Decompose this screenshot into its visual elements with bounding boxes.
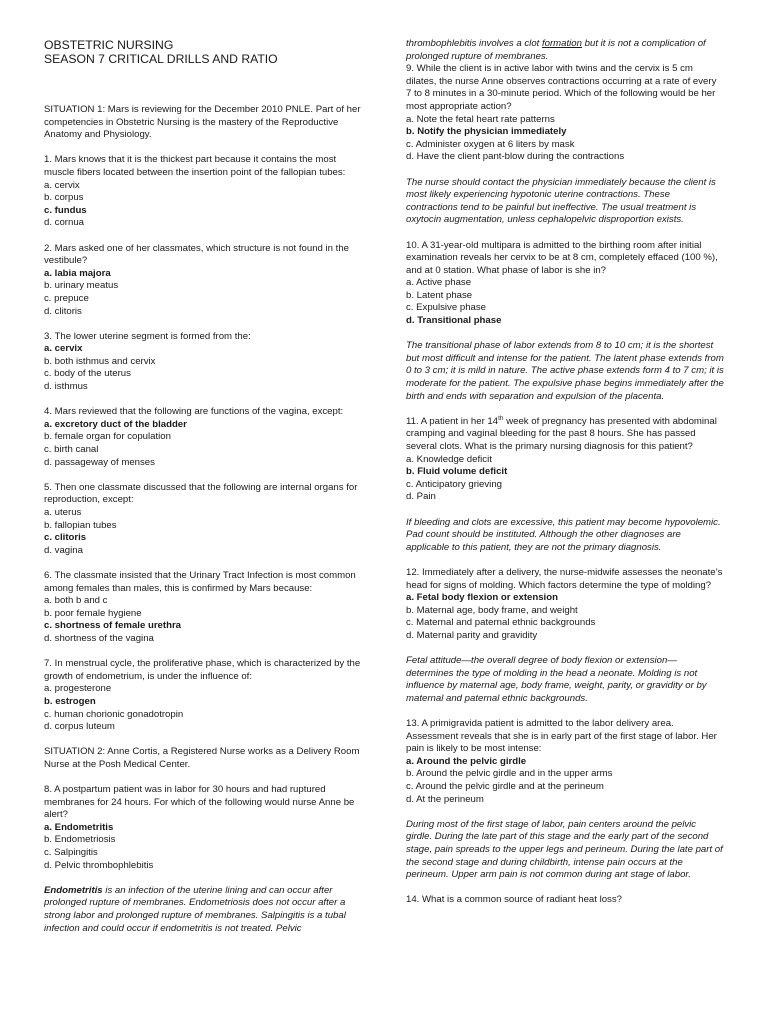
question-stem: 14. What is a common source of radiant heat loss?: [406, 894, 622, 906]
rationale-text: The transitional phase of labor extends from 8 to 10 cm; it is the shortest but most difficult and intense for the patient. The latent phase extends from 0 to 3 cm; it is mild in nature. The active phase extends form 4 to 7 cm; it is moderate for the patient. The expulsive phase begins immediately after the birth and ends with separation and expulsion of the placenta.: [406, 340, 724, 402]
question-stem: 7. In menstrual cycle, the proliferative phase, which is characterized by the growth of endometrium, is under the influence of:: [44, 658, 361, 682]
option-d: d. Maternal parity and gravidity: [406, 629, 538, 641]
question-stem: 3. The lower uterine segment is formed from the:: [44, 330, 251, 342]
option-d: d. vagina: [44, 544, 83, 556]
question-4: [44, 406, 362, 469]
option-b: b. corpus: [44, 192, 84, 204]
question-8: [44, 784, 362, 872]
document-title: [44, 38, 362, 66]
option-a: a. cervix: [44, 179, 80, 191]
option-c: c. prepuce: [44, 292, 89, 304]
option-b: b. Endometriosis: [44, 834, 116, 846]
option-c: c. Expulsive phase: [406, 302, 486, 314]
question-6: [44, 570, 362, 646]
option-c: c. Salpingitis: [44, 847, 98, 859]
option-d: d. passageway of menses: [44, 456, 155, 468]
question-1: [44, 154, 362, 230]
option-d: d. Have the client pant-blow during the contractions: [406, 151, 625, 163]
rationale-underlined-word: formation: [541, 38, 582, 49]
question-8-rationale: [44, 885, 362, 935]
question-stem: 10. A 31-year-old multipara is admitted to the birthing room after initial examination reveals her cervix to be at 8 cm, completely effaced (100 %), and at 0 station. What phase of labor is she in?: [406, 239, 718, 276]
question-12-rationale: [406, 655, 724, 705]
option-c: c. Around the pelvic girdle and at the perineum: [406, 781, 604, 793]
question-stem: 8. A postpartum patient was in labor for 30 hours and had ruptured membranes for 24 hours. For which of the following would nurse Anne be alert?: [44, 784, 355, 821]
question-9: [406, 63, 724, 164]
option-c-answer: c. shortness of female urethra: [44, 620, 182, 632]
rationale-cont-before: thrombophlebitis involves a clot: [406, 38, 542, 49]
situation-1: [44, 104, 362, 142]
option-b-answer: b. Fluid volume deficit: [406, 466, 508, 478]
rationale-cont-after: but it is not a complication of prolonged rupture of membranes.: [406, 38, 706, 62]
question-stem: 2. Mars asked one of her classmates, which structure is not found in the vestibule?: [44, 242, 350, 267]
rationale-text: Fetal attitude—the overall degree of body flexion or extension—determines the type of molding in the head a neonate. Molding is not influence by maternal age, body frame, weight, parity, or gravidity or by maternal and paternal ethnic backgrounds.: [406, 655, 707, 704]
option-b: b. Maternal age, body frame, and weight: [406, 604, 578, 616]
question-stem: 1. Mars knows that it is the thickest part because it contains the most muscle fibers located between the insertion point of the fallopian tubes:: [44, 154, 346, 178]
option-a-answer: a. excretory duct of the bladder: [44, 418, 187, 430]
option-c: c. Maternal and paternal ethnic backgrounds: [406, 617, 596, 629]
question-9-rationale: [406, 177, 724, 227]
question-stem: 4. Mars reviewed that the following are functions of the vagina, except:: [44, 406, 344, 418]
option-d: d. At the perineum: [406, 793, 484, 805]
question-3: [44, 331, 362, 394]
question-7: [44, 658, 362, 734]
question-stem: [406, 416, 724, 454]
option-a-answer: a. Around the pelvic girdle: [406, 755, 527, 767]
question-5: [44, 482, 362, 558]
question-13-rationale: [406, 819, 724, 882]
question-11: [406, 416, 724, 504]
rationale-text: is an infection of the uterine lining and can occur after prolonged rupture of membranes. Endometriosis does not occur after a strong labor and prolonged rupture of membranes. Salpingitis is a tubal infection and could occur if endometritis is not treated. Pelvic: [44, 884, 346, 934]
situation-2: [44, 746, 362, 771]
option-a: a. Knowledge deficit: [406, 453, 492, 465]
option-b-answer: b. estrogen: [44, 695, 96, 707]
option-c: c. Anticipatory grieving: [406, 478, 502, 490]
question-stem: 13. A primigravida patient is admitted to the labor delivery area. Assessment reveals that she is in early part of the first stage of labor. Her pain is likely to be most intense:: [406, 718, 717, 755]
option-d: d. cornua: [44, 217, 85, 229]
situation-1-text: SITUATION 1: Mars is reviewing for the December 2010 PNLE. Part of her competencies in Obstetric Nursing is the mastery of the Reproductive Anatomy and Physiology.: [44, 104, 361, 141]
option-a-answer: a. Endometritis: [44, 821, 114, 833]
rationale-term: Endometritis: [44, 884, 103, 896]
question-8-rationale-continued: [406, 38, 724, 63]
option-d: d. corpus luteum: [44, 721, 115, 733]
question-10: [406, 240, 724, 328]
option-c-answer: c. fundus: [44, 204, 87, 216]
rationale-text: The nurse should contact the physician immediately because the client is most likely experiencing hypotonic uterine contractions. These contractions tend to be painful but ineffective. The usual treatment is oxytocin augmentation, unless cephalopelvic disproportion exists.: [406, 176, 716, 226]
right-column: [406, 38, 724, 920]
left-column: [44, 38, 362, 948]
option-b: b. Latent phase: [406, 289, 473, 301]
question-10-rationale: [406, 340, 724, 403]
option-b: b. poor female hygiene: [44, 607, 142, 619]
option-c: c. body of the uterus: [44, 368, 131, 380]
option-d: d. shortness of the vagina: [44, 632, 154, 644]
situation-2-text: SITUATION 2: Anne Cortis, a Registered Nurse works as a Delivery Room Nurse at the Posh Medical Center.: [44, 746, 360, 770]
stem-part-2: week of pregnancy has presented with abdominal cramping and vaginal bleeding for the past 8 hours. She has passed several clots. What is the primary nursing diagnosis for this patient?: [406, 415, 717, 452]
option-a-answer: a. labia majora: [44, 267, 111, 279]
option-c: c. human chorionic gonadotropin: [44, 708, 184, 720]
question-stem: 6. The classmate insisted that the Urinary Tract Infection is most common among females than males, this is confirmed by Mars because:: [44, 569, 356, 594]
option-b: b. urinary meatus: [44, 280, 119, 292]
option-c-answer: c. clitoris: [44, 532, 87, 544]
option-a: a. both b and c: [44, 595, 108, 607]
option-b: b. both isthmus and cervix: [44, 355, 156, 367]
option-a: a. Active phase: [406, 277, 472, 289]
option-a: a. progesterone: [44, 683, 112, 695]
stem-part-1: 11. A patient in her 14: [406, 415, 499, 427]
question-11-rationale: [406, 517, 724, 555]
question-13: [406, 718, 724, 806]
question-stem: 12. Immediately after a delivery, the nurse-midwife assesses the neonate’s head for signs of molding. Which factors determine the type of molding?: [406, 566, 723, 591]
question-12: [406, 567, 724, 643]
question-stem: 9. While the client is in active labor with twins and the cervix is 5 cm dilates, the nurse Anne observes contractions occurring at a rate of every 7 to 8 minutes in a 30-minute period. Which of the following would be her most appropriate action?: [406, 63, 717, 112]
rationale-text: If bleeding and clots are excessive, this patient may become hypovolemic. Pad count should be instituted. Although the other diagnoses are applicable to this patient, they are not the primary diagnosis.: [406, 516, 721, 553]
option-a: a. Note the fetal heart rate patterns: [406, 113, 555, 125]
title-line-2: SEASON 7 CRITICAL DRILLS AND RATIO: [44, 52, 278, 66]
option-a-answer: a. Fetal body flexion or extension: [406, 592, 558, 604]
option-d: d. Pain: [406, 491, 436, 503]
option-c: c. birth canal: [44, 444, 99, 456]
option-b: b. fallopian tubes: [44, 519, 117, 531]
option-b: b. Around the pelvic girdle and in the upper arms: [406, 768, 613, 780]
option-d-answer: d. Transitional phase: [406, 315, 502, 327]
option-c: c. Administer oxygen at 6 liters by mask: [406, 138, 575, 150]
question-14: [406, 894, 724, 907]
option-a-answer: a. cervix: [44, 343, 83, 355]
question-2: [44, 243, 362, 319]
ordinal-suffix: th: [498, 414, 504, 422]
question-stem: 5. Then one classmate discussed that the following are internal organs for reproduction, except:: [44, 481, 358, 506]
option-d: d. clitoris: [44, 305, 82, 317]
title-line-1: OBSTETRIC NURSING: [44, 38, 174, 52]
option-d: d. Pelvic thrombophlebitis: [44, 859, 154, 871]
option-d: d. isthmus: [44, 381, 88, 393]
option-b: b. female organ for copulation: [44, 431, 171, 443]
option-b-answer: b. Notify the physician immediately: [406, 126, 567, 138]
option-a: a. uterus: [44, 507, 82, 518]
rationale-text: During most of the first stage of labor, pain centers around the pelvic girdle. During the late part of this stage and the early part of the second stage, pain spreads to the upper legs and perineum. During the late part of the second stage and during childbirth, intense pain occurs at the perineum. Upper arm pain is not common during ant stage of labor.: [406, 818, 723, 881]
